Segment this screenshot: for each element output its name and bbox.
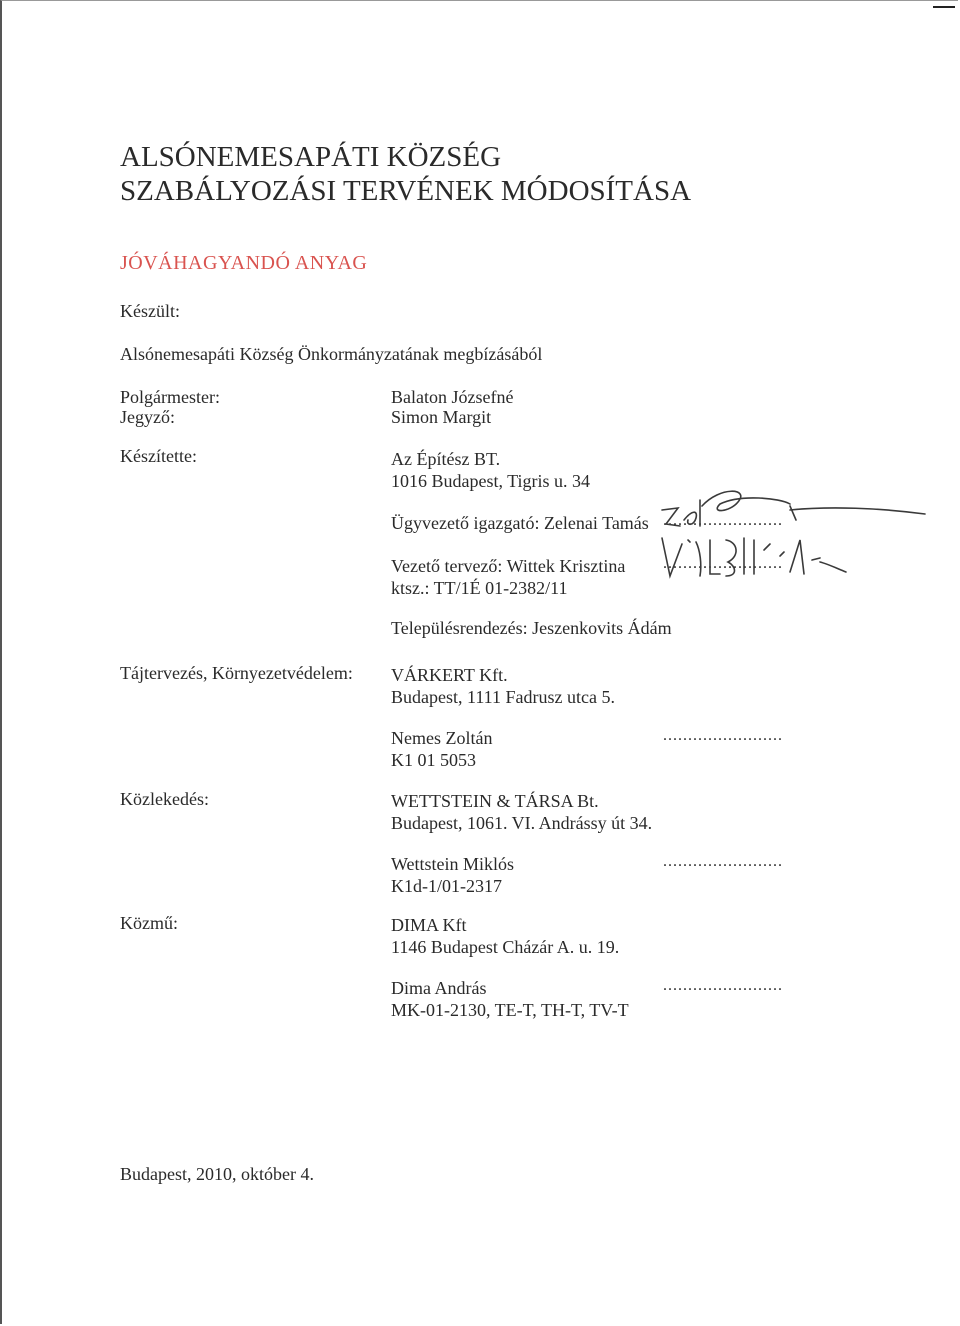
transport-label: Közlekedés:: [120, 789, 209, 809]
prepared-label: Készült:: [120, 301, 180, 321]
lead-designer-signature-line: ........................: [663, 555, 783, 572]
director-line: Ügyvezető igazgató: Zelenai Tamás: [391, 513, 649, 533]
transport-firm: WETTSTEIN & TÁRSA Bt.: [391, 791, 599, 811]
notary-label: Jegyző:: [120, 407, 175, 427]
lead-designer-line: Vezető tervező: Wittek Krisztina: [391, 556, 626, 576]
transport-license: K1d-1/01-2317: [391, 876, 502, 896]
landscape-person: Nemes Zoltán: [391, 728, 493, 748]
mayor-name: Balaton Józsefné: [391, 387, 514, 407]
director-signature-line: ........................: [663, 512, 783, 529]
prepared-by-address: 1016 Budapest, Tigris u. 34: [391, 471, 591, 491]
landscape-license: K1 01 5053: [391, 750, 476, 770]
prepared-by-firm: Az Építész BT.: [391, 449, 501, 469]
footer-place-date: Budapest, 2010, október 4.: [120, 1164, 314, 1184]
landscape-signature-line: ........................: [663, 727, 783, 744]
lead-designer-license: ktsz.: TT/1É 01-2382/11: [391, 578, 568, 598]
utilities-address: 1146 Budapest Cházár A. u. 19.: [391, 937, 620, 957]
transport-address: Budapest, 1061. VI. Andrássy út 34.: [391, 813, 653, 833]
transport-signature-line: ........................: [663, 853, 783, 870]
landscape-address: Budapest, 1111 Fadrusz utca 5.: [391, 687, 615, 707]
edge-mark: [933, 6, 955, 8]
handwritten-signatures: [640, 480, 930, 590]
landscape-label: Tájtervezés, Környezetvédelem:: [120, 663, 353, 683]
title-line-1: ALSÓNEMESAPÁTI KÖZSÉG: [120, 141, 502, 173]
landscape-firm: VÁRKERT Kft.: [391, 665, 508, 685]
utilities-person: Dima András: [391, 978, 487, 998]
settlement-planning-line: Településrendezés: Jeszenkovits Ádám: [391, 618, 672, 638]
utilities-firm: DIMA Kft: [391, 915, 467, 935]
commission-text: Alsónemesapáti Község Önkormányzatának megbízásából: [120, 344, 543, 364]
utilities-license: MK-01-2130, TE-T, TH-T, TV-T: [391, 1000, 629, 1020]
utilities-label: Közmű:: [120, 913, 178, 933]
notary-name: Simon Margit: [391, 407, 492, 427]
title-line-2: SZABÁLYOZÁSI TERVÉNEK MÓDOSÍTÁSA: [120, 175, 692, 207]
mayor-label: Polgármester:: [120, 387, 220, 407]
utilities-signature-line: ........................: [663, 977, 783, 994]
transport-person: Wettstein Miklós: [391, 854, 515, 874]
document-title: [120, 140, 691, 208]
prepared-by-label: Készítette:: [120, 446, 197, 466]
status-label: JÓVÁHAGYANDÓ ANYAG: [120, 252, 368, 274]
